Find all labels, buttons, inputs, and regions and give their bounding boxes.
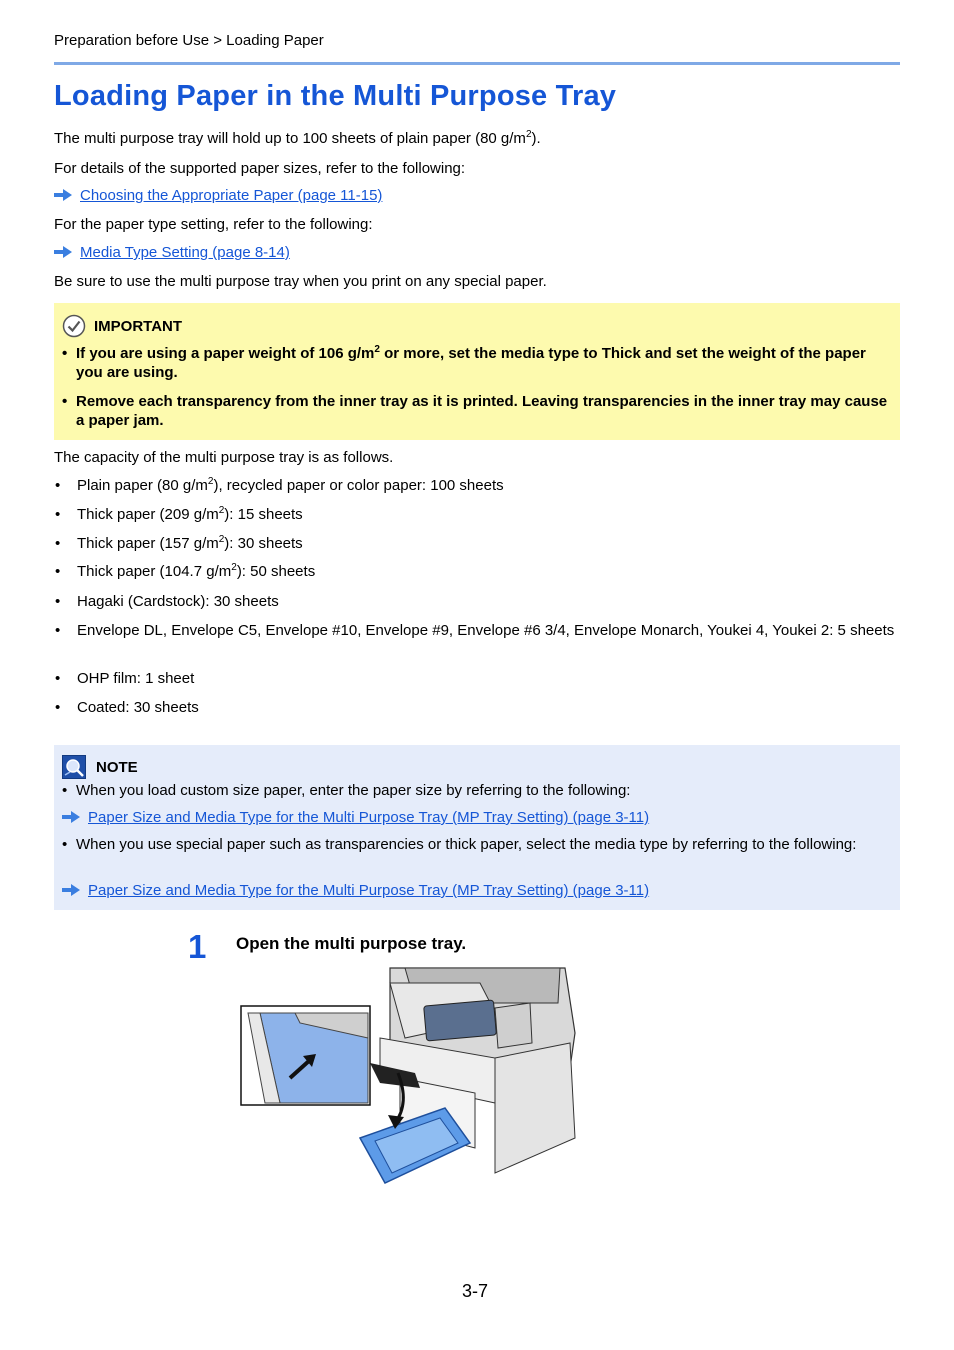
note-item: • When you use special paper such as transparencies or thick paper, select the media type by referring to the following: xyxy=(62,836,857,853)
sizes-link-line xyxy=(54,186,382,206)
intro-capacity: The multi purpose tray will hold up to 100 sheets of plain paper (80 $g/m^2$). xyxy=(54,129,541,147)
note-link-line xyxy=(62,808,649,828)
checkmark-circle-icon xyxy=(62,314,86,338)
media-type-link[interactable]: Media Type Setting (page 8-14) xyxy=(80,244,290,261)
list-item: • Plain paper (80 $g/m^2$), recycled paper or color paper: 100 sheets xyxy=(55,476,504,494)
header-rule xyxy=(54,62,900,65)
list-item: • Thick paper (157 $g/m^2$): 30 sheets xyxy=(55,534,303,552)
important-item: • Remove each transparency from the inner tray as it is printed. Leaving transparencies in the inner tray may cause a paper jam. xyxy=(62,393,888,429)
arrow-right-icon xyxy=(62,811,80,823)
important-item: • If you are using a paper weight of 106 $g/m^2$ or more, set the media type to Thick and set the weight of the paper you are using. xyxy=(62,344,866,381)
printer-illustration xyxy=(240,963,600,1193)
list-item: • Thick paper (104.7 $g/m^2$): 50 sheets xyxy=(55,562,316,580)
intro-sizes-ref: For details of the supported paper sizes, refer to the following: xyxy=(54,160,466,177)
arrow-right-icon xyxy=(54,189,72,201)
mp-tray-setting-link[interactable]: Paper Size and Media Type for the Multi Purpose Tray (MP Tray Setting) (page 3-11) xyxy=(88,882,650,899)
list-item: • OHP film: 1 sheet xyxy=(55,670,195,687)
intro-type-ref: For the paper type setting, refer to the following: xyxy=(54,216,373,233)
list-item: • Coated: 30 sheets xyxy=(55,699,199,716)
note-link-line xyxy=(62,881,649,901)
page-number: 3-7 xyxy=(462,1281,489,1301)
page-title: Loading Paper in the Multi Purpose Tray xyxy=(54,80,617,112)
arrow-right-icon xyxy=(54,246,72,258)
step-instruction: Open the multi purpose tray. xyxy=(236,934,467,953)
list-item: • Hagaki (Cardstock): 30 sheets xyxy=(55,593,279,610)
list-item: • Thick paper (209 $g/m^2$): 15 sheets xyxy=(55,505,303,523)
note-magnifier-icon xyxy=(62,755,86,779)
list-item: • Envelope DL, Envelope C5, Envelope #10, Envelope #9, Envelope #6 3/4, Envelope Monarch, Youkei 4, Youkei 2: 5 sheets xyxy=(55,622,895,639)
intro-special: Be sure to use the multi purpose tray when you print on any special paper. xyxy=(54,273,547,290)
note-item: • When you load custom size paper, enter the paper size by referring to the following: xyxy=(62,782,631,799)
step-number: 1 xyxy=(188,928,207,965)
important-heading: IMPORTANT xyxy=(62,314,182,338)
mp-tray-setting-link[interactable]: Paper Size and Media Type for the Multi Purpose Tray (MP Tray Setting) (page 3-11) xyxy=(88,809,650,826)
choosing-paper-link[interactable]: Choosing the Appropriate Paper (page 11-15) xyxy=(80,187,383,204)
note-box xyxy=(54,745,900,910)
important-box xyxy=(54,303,900,440)
capacity-intro: The capacity of the multi purpose tray is as follows. xyxy=(54,449,394,466)
arrow-right-icon xyxy=(62,884,80,896)
type-link-line xyxy=(54,243,290,263)
note-heading: NOTE xyxy=(62,755,138,779)
breadcrumb: Preparation before Use > Loading Paper xyxy=(54,32,324,49)
